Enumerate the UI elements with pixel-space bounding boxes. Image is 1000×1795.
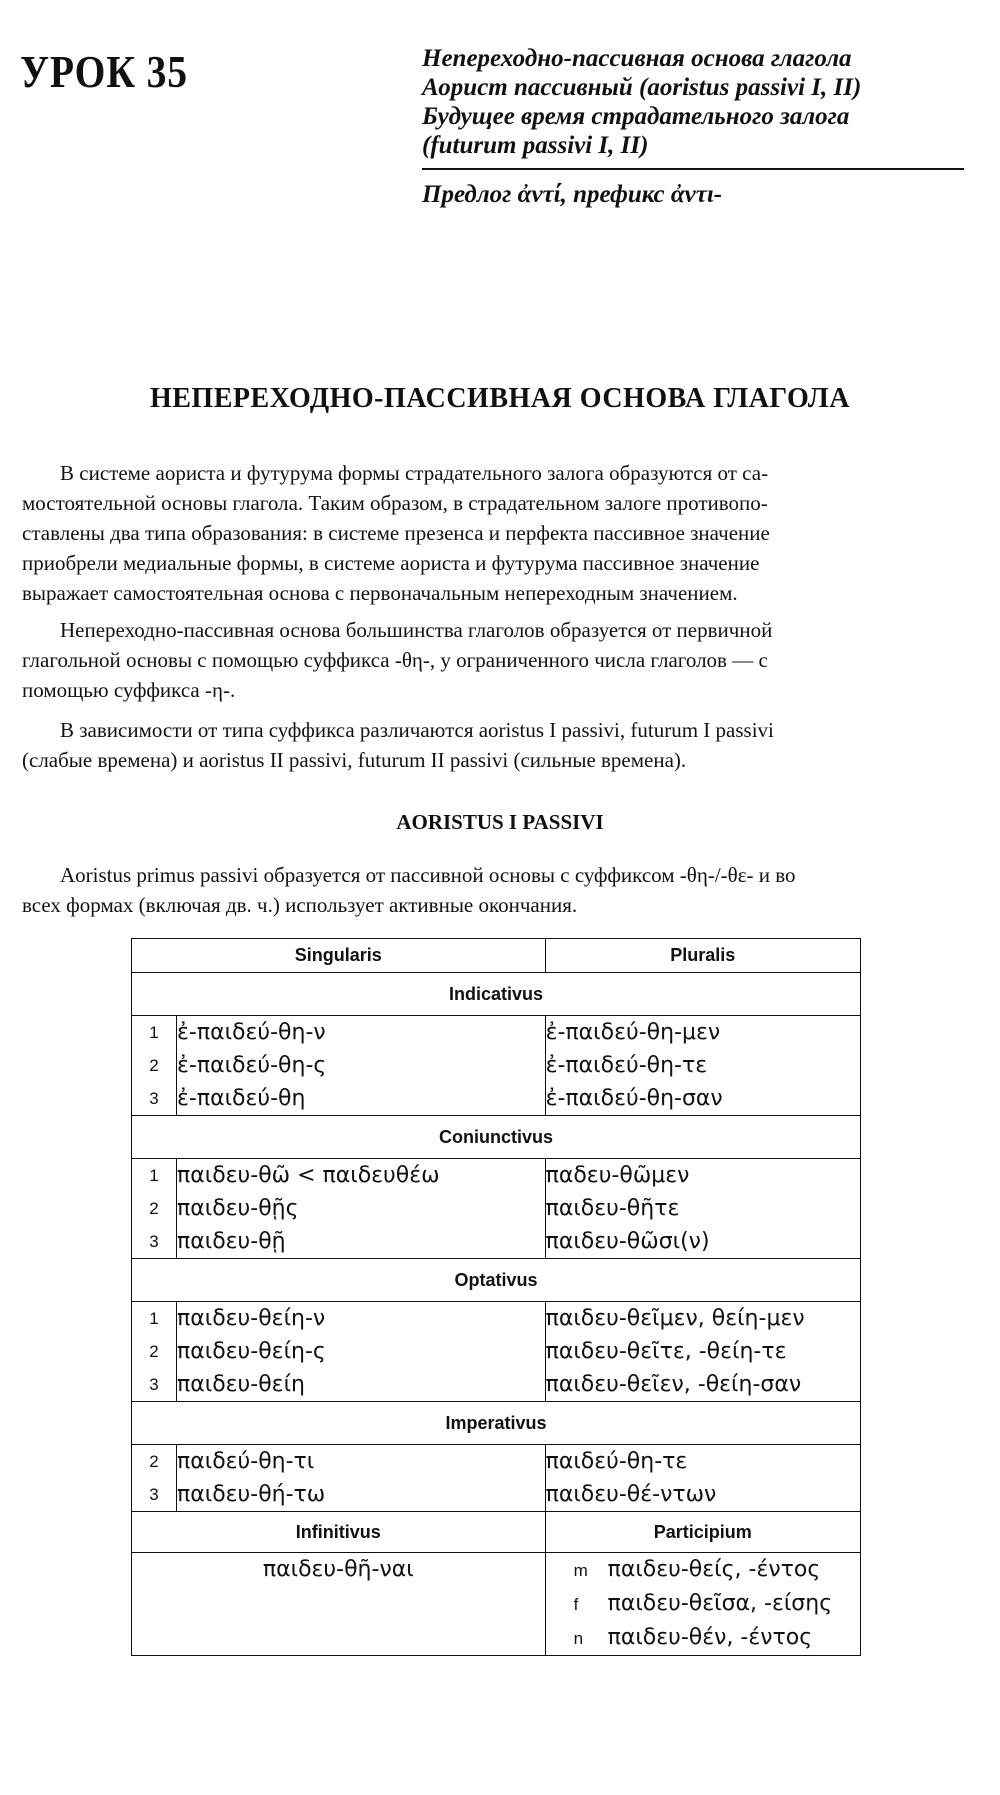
- section-title: НЕПЕРЕХОДНО-ПАССИВНАЯ ОСНОВА ГЛАГОЛА: [149, 383, 851, 414]
- person-number: 2: [149, 1199, 159, 1218]
- verb-form: παιδευ-θή-τω: [177, 1482, 326, 1507]
- person-number: 1: [149, 1309, 159, 1328]
- mood-header-indicativus: Indicativus: [132, 973, 861, 1016]
- plural-forms: [545, 1445, 860, 1512]
- text-line: Непереходно-пассивная основа большинства глаголов образуется от первичной: [60, 618, 773, 642]
- verb-form: παιδευ-θεῖτε, -θείη-τε: [545, 1339, 787, 1364]
- verb-form: παιδευ-θῇς: [177, 1196, 299, 1221]
- person-numbers: [132, 1016, 177, 1116]
- text-line: выражает самостоятельная основа с первоначальным непереходным значением.: [22, 581, 738, 605]
- verb-form: παιδευ-θέν, -έντος: [607, 1625, 813, 1650]
- verb-form: ἐ-παιδεύ-θη-τε: [545, 1053, 708, 1078]
- person-number: 3: [149, 1485, 159, 1504]
- singular-forms: [177, 1445, 546, 1512]
- paragraph-4: [22, 860, 968, 920]
- participle-row: [574, 1553, 860, 1587]
- verb-form: ἐ-παιδεύ-θη-ν: [177, 1020, 326, 1045]
- paragraph-2: [22, 615, 968, 705]
- text-line: приобрели медиальные формы, в системе аориста и футурума пассивное значение: [22, 551, 760, 575]
- person-numbers: [132, 1159, 177, 1259]
- mood-header-optativus: Optativus: [132, 1259, 861, 1302]
- paragraph-1: [22, 458, 968, 608]
- text-line: мостоятельной основы глагола. Таким образом, в страдательном залоге противопо-: [22, 491, 768, 515]
- person-number: 2: [149, 1342, 159, 1361]
- table-row: [132, 1016, 861, 1116]
- table-row: [132, 1445, 861, 1512]
- mood-header-imperativus: Imperativus: [132, 1402, 861, 1445]
- header-infinitivus: Infinitivus: [132, 1512, 546, 1553]
- text-line: Aoristus primus passivi образуется от пассивной основы с суффиксом -θη-/-θε- и во: [60, 863, 796, 887]
- participle-row: [574, 1621, 860, 1655]
- gender-label: m: [573, 1561, 588, 1580]
- table-row: [132, 1553, 861, 1656]
- verb-form: ἐ-παιδεύ-θη-ς: [177, 1053, 327, 1078]
- mood-header-coniunctivus: Coniunctivus: [132, 1116, 861, 1159]
- text-line: (слабые времена) и aoristus II passivi, futurum II passivi (сильные времена).: [22, 748, 687, 772]
- plural-forms: [545, 1302, 860, 1402]
- verb-form: παιδευ-θεῖσα, -είσης: [607, 1591, 833, 1616]
- verb-form: παιδευ-θέ-ντων: [545, 1482, 717, 1507]
- infinitive-form: παιδευ-θῆ-ναι: [132, 1553, 546, 1656]
- text-line: ставлены два типа образования: в системе презенса и перфекта пассивное значение: [22, 521, 770, 545]
- topic-line: Будущее время страдательного залога: [422, 103, 850, 130]
- participle-forms: [545, 1553, 860, 1656]
- person-number: 2: [149, 1452, 159, 1471]
- topic-line: Аорист пассивный (aoristus passivi I, II): [422, 74, 862, 101]
- text-line: В системе аориста и футурума формы страдательного залога образуются от са-: [60, 461, 769, 485]
- text-line: всех формах (включая дв. ч.) использует активные окончания.: [22, 893, 578, 917]
- participle-row: [574, 1587, 860, 1621]
- subsection-title: AORISTUS I PASSIVI: [396, 810, 604, 834]
- topic-divider: [422, 168, 964, 170]
- paragraph-3: [22, 715, 968, 775]
- person-number: 2: [149, 1056, 159, 1075]
- singular-forms: [177, 1016, 546, 1116]
- person-numbers: [132, 1445, 177, 1512]
- verb-form: παιδεύ-θη-τε: [545, 1449, 688, 1474]
- verb-form: παιδευ-θείη: [177, 1372, 305, 1397]
- col-header-plural: Pluralis: [545, 939, 860, 973]
- table-row: [132, 1302, 861, 1402]
- col-header-singular: Singularis: [132, 939, 546, 973]
- verb-form: παιδευ-θεῖμεν, θείη-μεν: [545, 1306, 805, 1331]
- text-line: В зависимости от типа суффикса различаются aoristus I passivi, futurum I passivi: [60, 718, 774, 742]
- person-number: 3: [149, 1375, 159, 1394]
- topic-line: Непереходно-пассивная основа глагола: [422, 45, 852, 72]
- person-numbers: [132, 1302, 177, 1402]
- lesson-number: УРОК 35: [20, 46, 188, 97]
- verb-form: παιδευ-θῆτε: [545, 1196, 680, 1221]
- person-number: 3: [149, 1089, 159, 1108]
- verb-form: παδευ-θῶμεν: [545, 1163, 690, 1188]
- singular-forms: [177, 1159, 546, 1259]
- verb-form: ἐ-παιδεύ-θη: [177, 1086, 306, 1111]
- topic-preposition: Предлог ἀντί, префикс ἀντι-: [422, 181, 723, 208]
- lesson-topics: [422, 44, 962, 209]
- text-line: глагольной основы с помощью суффикса -θη-, у ограниченного числа глаголов — с: [22, 648, 768, 672]
- conjugation-table: [131, 938, 861, 1656]
- person-number: 1: [149, 1166, 159, 1185]
- verb-form: ἐ-παιδεύ-θη-μεν: [545, 1020, 721, 1045]
- verb-form: παιδευ-θείη-ς: [177, 1339, 326, 1364]
- verb-form: παιδευ-θῶ < παιδευθέω: [177, 1163, 440, 1188]
- text-line: помощью суффикса -η-.: [22, 678, 236, 702]
- verb-form: παιδευ-θεῖεν, -θείη-σαν: [545, 1372, 802, 1397]
- topic-line: (futurum passivi I, II): [422, 132, 649, 159]
- gender-label: n: [573, 1629, 584, 1648]
- verb-form: παιδευ-θῇ: [177, 1229, 286, 1254]
- plural-forms: [545, 1016, 860, 1116]
- verb-form: παιδευ-θείς, -έντος: [607, 1557, 821, 1582]
- person-number: 1: [149, 1023, 159, 1042]
- singular-forms: [177, 1302, 546, 1402]
- table-row: [132, 1159, 861, 1259]
- verb-form: παιδεύ-θη-τι: [177, 1449, 315, 1474]
- verb-form: παιδευ-θείη-ν: [177, 1306, 326, 1331]
- plural-forms: [545, 1159, 860, 1259]
- verb-form: παιδευ-θῶσι(ν): [545, 1229, 710, 1254]
- gender-label: f: [573, 1595, 579, 1614]
- person-number: 3: [149, 1232, 159, 1251]
- verb-form: ἐ-παιδεύ-θη-σαν: [545, 1086, 723, 1111]
- header-participium: Participium: [545, 1512, 860, 1553]
